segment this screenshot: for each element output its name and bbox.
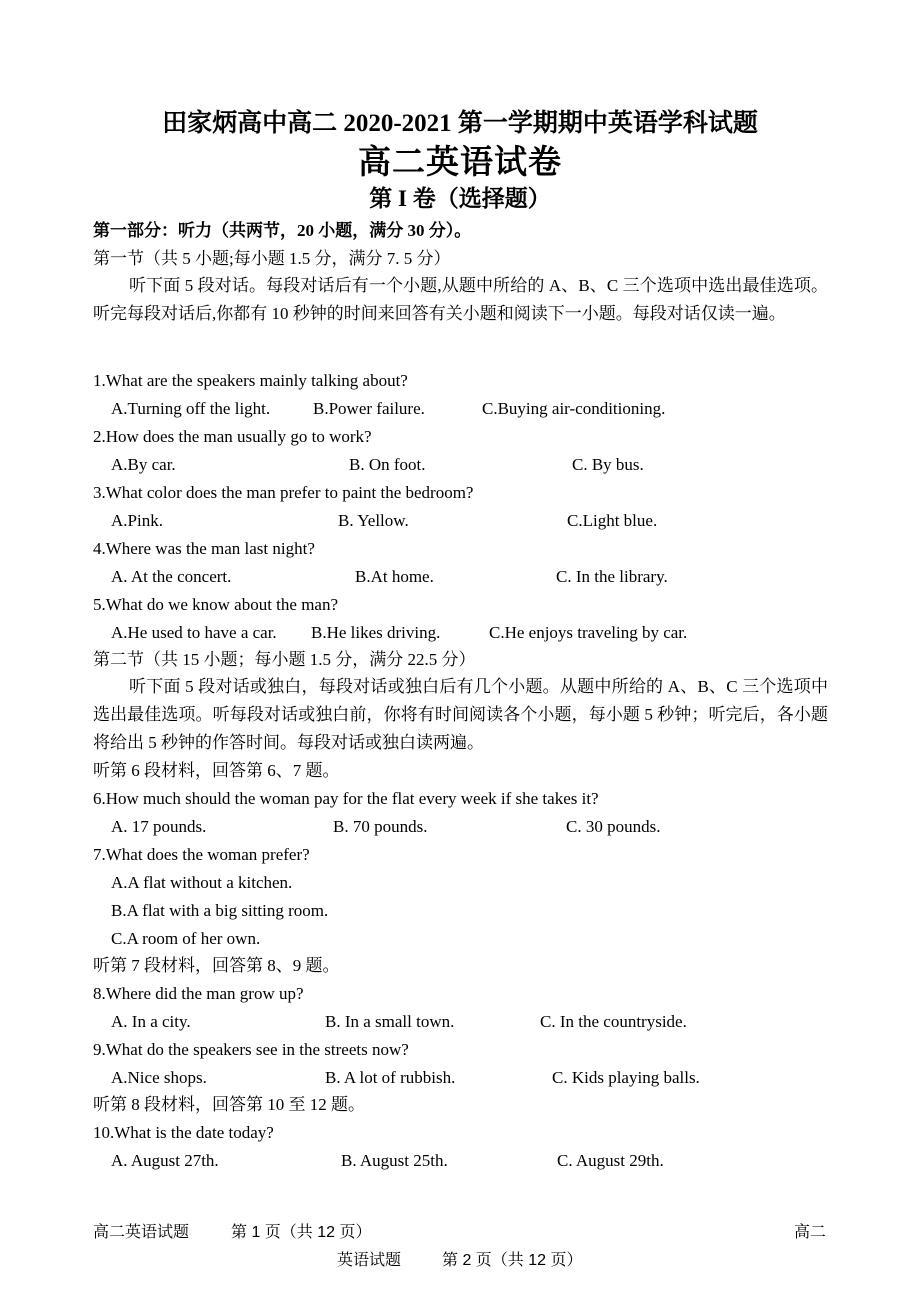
option-b: B.At home.: [355, 567, 434, 586]
option-a: A.Pink.: [111, 511, 163, 530]
question-stem: 5.What do we know about the man?: [93, 595, 339, 614]
question-stem: 3.What color does the man prefer to paint the bedroom?: [93, 483, 474, 502]
exam-title: 高二英语试卷: [358, 145, 562, 181]
option-b: B. On foot.: [349, 455, 426, 474]
option-b: B. 70 pounds.: [333, 817, 428, 836]
option-c: C. 30 pounds.: [566, 817, 661, 836]
section2-heading: 第二节（共 15 小题；每小题 1.5 分，满分 22.5 分）: [93, 650, 476, 669]
option-a: A. At the concert.: [111, 567, 232, 586]
option-b: B. August 25th.: [341, 1151, 448, 1170]
option-a: A.He used to have a car.: [111, 623, 277, 642]
section1-heading: 第一节（共 5 小题;每小题 1.5 分，满分 7. 5 分）: [93, 249, 451, 268]
section1-instructions: 听下面 5 段对话。每段对话后有一个小题,从题中所给的 A、B、C 三个选项中选出最佳选项。听完每段对话后,你都有 10 秒钟的时间来回答有关小题和阅读下一小题。每段对话仅读一遍。: [93, 276, 828, 323]
school-title: 田家炳高中高二 2020-2021 第一学期期中英语学科试题: [162, 110, 758, 137]
option-c: C. By bus.: [572, 455, 644, 474]
option-b: B.He likes driving.: [311, 623, 441, 642]
question-stem: 2.How does the man usually go to work?: [93, 427, 372, 446]
option-a: A.By car.: [111, 455, 176, 474]
option-a: A. 17 pounds.: [111, 817, 207, 836]
option-b: B. Yellow.: [338, 511, 409, 530]
option-c: C. In the countryside.: [540, 1012, 687, 1031]
option-c: C.He enjoys traveling by car.: [489, 623, 688, 642]
question-stem: 9.What do the speakers see in the streets now?: [93, 1040, 409, 1059]
option-a: A. In a city.: [111, 1012, 191, 1031]
option-c: C. In the library.: [556, 567, 668, 586]
footer-grade-label: 高二: [794, 1224, 827, 1241]
option-b: B.A flat with a big sitting room.: [111, 901, 329, 920]
footer-subject: 高二英语试题: [93, 1224, 190, 1241]
question-stem: 7.What does the woman prefer?: [93, 845, 310, 864]
footer-second-page-number: 第 2 页（共 12 页）: [442, 1252, 583, 1269]
question-stem: 8.Where did the man grow up?: [93, 984, 304, 1003]
question-stem: 4.Where was the man last night?: [93, 539, 315, 558]
question-stem: 1.What are the speakers mainly talking about?: [93, 371, 408, 390]
volume-title: 第 I 卷（选择题）: [369, 186, 551, 211]
option-a: A. August 27th.: [111, 1151, 219, 1170]
question-stem: 10.What is the date today?: [93, 1123, 274, 1142]
footer-page-number: 第 1 页（共 12 页）: [231, 1224, 372, 1241]
footer-second-subject: 英语试题: [337, 1252, 402, 1269]
option-c: C.Buying air-conditioning.: [482, 399, 666, 418]
option-a: A.Turning off the light.: [111, 399, 271, 418]
option-b: B.Power failure.: [313, 399, 425, 418]
option-b: B. A lot of rubbish.: [325, 1068, 456, 1087]
question-stem: 6.How much should the woman pay for the flat every week if she takes it?: [93, 789, 599, 808]
option-c: C.Light blue.: [567, 511, 658, 530]
option-c: C. August 29th.: [557, 1151, 664, 1170]
material-6-instruction: 听第 6 段材料，回答第 6、7 题。: [93, 761, 340, 780]
option-a: A.A flat without a kitchen.: [111, 873, 293, 892]
material-7-instruction: 听第 7 段材料，回答第 8、9 题。: [93, 956, 340, 975]
option-c: C.A room of her own.: [111, 929, 261, 948]
option-c: C. Kids playing balls.: [552, 1068, 700, 1087]
part1-heading: 第一部分：听力（共两节，20 小题，满分 30 分）。: [93, 221, 472, 240]
material-8-instruction: 听第 8 段材料，回答第 10 至 12 题。: [93, 1095, 365, 1114]
option-b: B. In a small town.: [325, 1012, 455, 1031]
section2-instructions: 听下面 5 段对话或独白，每段对话或独白后有几个小题。从题中所给的 A、B、C 三个选项中选出最佳选项。听每段对话或独白前，你将有时间阅读各个小题，每小题 5 秒钟；听完后，各小题将给出 5 秒钟的作答时间。每段对话或独白读两遍。: [93, 677, 828, 752]
option-a: A.Nice shops.: [111, 1068, 207, 1087]
